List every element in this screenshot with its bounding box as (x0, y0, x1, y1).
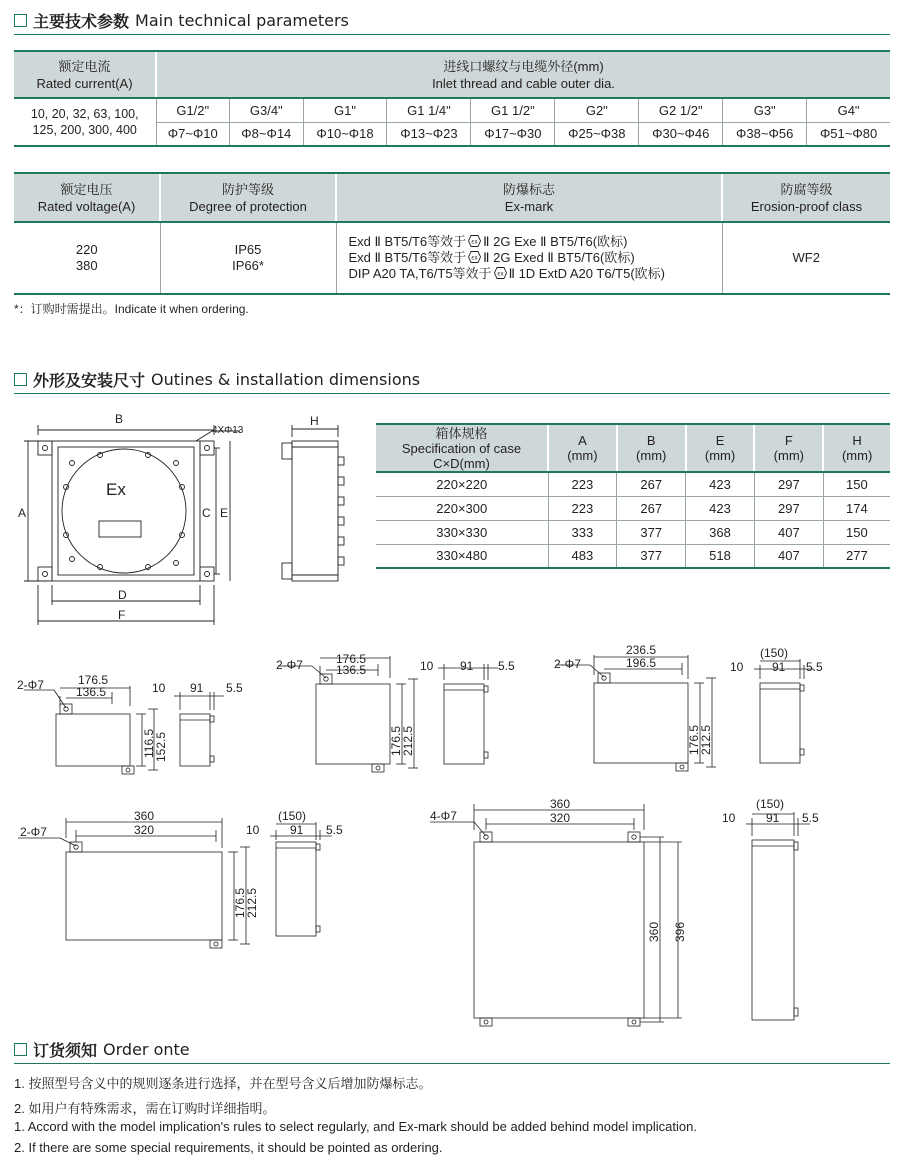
current-values (14, 98, 156, 146)
dim-h1: 176.5 (389, 725, 403, 756)
cell: 267 (617, 496, 686, 520)
ex-hexagon-icon (494, 267, 507, 279)
cell: 330×330 (376, 520, 548, 544)
header-zh: 箱体规格 (435, 425, 488, 441)
cell: 150 (823, 472, 890, 496)
header-col-b (617, 424, 686, 472)
cell: 423 (686, 496, 755, 520)
table-row (376, 520, 890, 544)
ip-value: IP65 (234, 242, 262, 257)
dim-w1: 236.5 (626, 643, 657, 657)
col-letter: H (852, 433, 862, 448)
ex-mark-text: Ⅱ 1D ExtD A20 T6/T5(欧标) (508, 266, 665, 281)
dim-s2: 91 (190, 681, 204, 695)
label-holes: 4XΦ13 (212, 425, 244, 436)
dim-h2: 212.5 (245, 887, 259, 918)
dim-s0: (150) (278, 809, 307, 823)
dim-s1: 10 (722, 811, 736, 825)
ex-mark-text: Exd Ⅱ BT5/T6等效于 (348, 234, 467, 249)
dim-w2: 196.5 (626, 656, 657, 670)
main-outline-drawing (0, 405, 370, 630)
section-outlines (14, 368, 420, 391)
dimension-drawing-4 (14, 802, 374, 957)
rated-current-table (14, 50, 890, 147)
cell: 297 (754, 472, 823, 496)
current-line: 10, 20, 32, 63, 100, (30, 107, 139, 121)
section-title-zh: 订货须知 (33, 1041, 98, 1060)
ex-mark-line (349, 234, 722, 250)
header-en: Inlet thread and cable outer dia. (432, 75, 615, 91)
dim-s3: 5.5 (802, 811, 819, 825)
order-note-2: 2. 如用户有特殊需求，需在订购时详细指明。 (14, 1101, 276, 1116)
cell: 220×300 (376, 496, 548, 520)
dim-s3: 5.5 (498, 659, 515, 673)
dim-w2: 320 (550, 811, 571, 825)
label-b: B (115, 412, 124, 426)
dim-s1: 10 (152, 681, 166, 695)
header-zh: 防腐等级 (780, 181, 833, 197)
dim-h2: 152.5 (154, 731, 168, 762)
thread-cell: G1/2" (156, 98, 230, 122)
thread-cell: G1" (303, 98, 387, 122)
cell: 377 (617, 544, 686, 568)
dim-h2: 396 (673, 921, 687, 942)
checkbox-square-icon (14, 1043, 27, 1056)
dim-s2: 91 (460, 659, 474, 673)
thread-cell: G3/4" (230, 98, 304, 122)
diameter-cell: Φ13~Φ23 (387, 122, 471, 146)
header-col-a (548, 424, 617, 472)
header-ex-mark (336, 173, 722, 222)
col-unit: (mm) (636, 448, 667, 463)
header-en: Erosion-proof class (750, 198, 863, 214)
dimension-drawing-3 (554, 645, 844, 780)
cell: 267 (617, 472, 686, 496)
table-row (376, 544, 890, 568)
diameter-cell: Φ51~Φ80 (807, 122, 890, 146)
col-letter: A (578, 433, 587, 448)
dim-w1: 176.5 (336, 652, 367, 666)
col-letter: F (784, 433, 793, 448)
header-col-f (754, 424, 823, 472)
diameter-cell: Φ17~Φ30 (471, 122, 555, 146)
cell: 518 (686, 544, 755, 568)
section-order (14, 1038, 190, 1061)
dim-s3: 5.5 (226, 681, 243, 695)
header-zh: 防护等级 (221, 181, 274, 197)
diameter-cell: Φ30~Φ46 (639, 122, 723, 146)
diameter-cell: Φ10~Φ18 (303, 122, 387, 146)
ex-label: Ex (106, 480, 126, 499)
holes-label: 2-Φ7 (276, 658, 303, 672)
current-line: 125, 200, 300, 400 (32, 123, 137, 137)
case-dimension-table (376, 423, 890, 569)
cell: 377 (617, 520, 686, 544)
diameter-cell: Φ7~Φ10 (156, 122, 230, 146)
header-protection (160, 173, 336, 222)
cell: 407 (754, 544, 823, 568)
cell: 223 (548, 496, 617, 520)
header-zh: 额定电流 (58, 58, 111, 74)
col-unit: (mm) (773, 448, 804, 463)
dim-s3: 5.5 (806, 660, 823, 674)
header-rated-current (14, 51, 156, 98)
header-zh: 额定电压 (60, 181, 113, 197)
dim-h1: 176.5 (687, 724, 701, 755)
order-note-3: 1. Accord with the model implication's rules to select regularly, and Ex-mark should be added behind model implication. (14, 1119, 697, 1134)
section-title-en: Main technical parameters (135, 11, 349, 30)
header-erosion (722, 173, 890, 222)
order-note-1: 1. 按照型号含义中的规则逐条进行选择，并在型号含义后增加防爆标志。 (14, 1076, 432, 1091)
divider (14, 393, 890, 394)
cell: 330×480 (376, 544, 548, 568)
cell: 483 (548, 544, 617, 568)
dim-h1: 176.5 (233, 887, 247, 918)
header-spec (376, 424, 548, 472)
dim-w2: 320 (134, 823, 155, 837)
ex-mark-line (349, 250, 722, 266)
cell: 423 (686, 472, 755, 496)
dim-s1: 10 (246, 823, 260, 837)
cell: 297 (754, 496, 823, 520)
ex-mark-line (349, 266, 722, 282)
cell: 223 (548, 472, 617, 496)
ex-mark-text: Exd Ⅱ BT5/T6等效于 (348, 250, 467, 265)
dim-h2: 212.5 (401, 725, 415, 756)
dimension-drawing-5 (428, 796, 828, 1036)
cell: 220×220 (376, 472, 548, 496)
col-unit: (mm) (704, 448, 736, 463)
header-inlet-thread (156, 51, 890, 98)
section-title-zh: 主要技术参数 (33, 12, 130, 31)
label-e: E (220, 506, 229, 520)
dim-w1: 176.5 (78, 673, 109, 687)
header-rated-voltage (14, 173, 160, 222)
voltage-cell (14, 222, 160, 294)
label-f: F (118, 608, 126, 622)
section-title-en: Order onte (103, 1040, 190, 1059)
dim-w2: 136.5 (76, 685, 107, 699)
col-letter: E (715, 433, 725, 448)
thread-cell: G2 1/2" (639, 98, 723, 122)
ex-mark-text: Ⅱ 2G Exed Ⅱ BT5/T6(欧标) (483, 250, 635, 265)
ex-hexagon-icon (468, 251, 481, 263)
thread-cell: G4" (807, 98, 890, 122)
cell: 368 (686, 520, 755, 544)
dimension-drawing-2 (276, 652, 536, 782)
header-col-h (823, 424, 890, 472)
thread-cell: G1 1/2" (471, 98, 555, 122)
dim-w2: 136.5 (336, 663, 367, 677)
voltage-value: 220 (75, 242, 98, 257)
col-unit: (mm) (567, 448, 598, 463)
diameter-cell: Φ25~Φ38 (555, 122, 639, 146)
header-en: Rated current(A) (36, 75, 133, 91)
header-en: Specification of case (401, 440, 522, 456)
svg-text:εx: εx (496, 270, 504, 278)
dim-s1: 10 (730, 660, 744, 674)
dim-h1: 360 (647, 921, 661, 942)
diameter-cell: Φ38~Φ56 (723, 122, 807, 146)
dim-w1: 360 (134, 809, 155, 823)
divider (14, 34, 890, 35)
header-en: Ex-mark (504, 198, 554, 214)
header-unit: C×D(mm) (433, 455, 490, 471)
label-a: A (18, 506, 27, 520)
holes-label: 4-Φ7 (430, 809, 457, 823)
table-row (376, 496, 890, 520)
checkbox-square-icon (14, 14, 27, 27)
order-note-4: 2. If there are some special requirements, it should be pointed as ordering. (14, 1140, 443, 1155)
cell: 174 (823, 496, 890, 520)
section-main-params (14, 9, 349, 32)
holes-label: 2-Φ7 (554, 657, 581, 671)
dim-s1: 10 (420, 659, 434, 673)
holes-label: 2-Φ7 (20, 825, 47, 839)
table-row (376, 472, 890, 496)
section-title-en: Outines & installation dimensions (151, 370, 421, 389)
thread-cell: G2" (555, 98, 639, 122)
dim-s2: 91 (766, 811, 780, 825)
dimension-drawing-1 (14, 670, 264, 780)
header-zh: 防爆标志 (502, 181, 555, 197)
col-unit: (mm) (841, 448, 873, 463)
label-d: D (118, 588, 127, 602)
ex-mark-text: DIP A20 TA,T6/T5等效于 (348, 266, 492, 281)
thread-cell: G3" (723, 98, 807, 122)
dim-s0: (150) (756, 797, 785, 811)
thread-cell: G1 1/4" (387, 98, 471, 122)
dim-h2: 212.5 (699, 724, 713, 755)
ratings-table (14, 172, 890, 295)
ip-value: IP66* (232, 258, 264, 273)
divider (14, 1063, 890, 1064)
dim-h1: 116.5 (142, 728, 156, 758)
col-letter: B (646, 433, 656, 448)
dim-s0: (150) (760, 646, 789, 660)
dim-w1: 360 (550, 797, 571, 811)
label-c: C (202, 506, 211, 520)
diameter-cell: Φ8~Φ14 (230, 122, 304, 146)
section-title-zh: 外形及安装尺寸 (33, 371, 146, 390)
dim-s2: 91 (290, 823, 304, 837)
cell: 333 (548, 520, 617, 544)
erosion-cell: WF2 (722, 222, 890, 294)
ex-hexagon-icon (468, 235, 481, 247)
ordering-note: *：订购时需提出。Indicate it when ordering. (14, 302, 249, 316)
label-h: H (310, 414, 319, 428)
checkbox-square-icon (14, 373, 27, 386)
protection-cell (160, 222, 336, 294)
header-col-e (686, 424, 755, 472)
cell: 150 (823, 520, 890, 544)
svg-text:εx: εx (471, 254, 478, 262)
cell: 277 (823, 544, 890, 568)
voltage-value: 380 (75, 258, 98, 273)
header-zh: 进线口螺纹与电缆外径(mm) (443, 58, 604, 74)
header-en: Degree of protection (189, 198, 307, 214)
svg-text:εx: εx (471, 238, 478, 246)
dim-s3: 5.5 (326, 823, 343, 837)
ex-mark-cell (336, 222, 722, 294)
ex-mark-text: Ⅱ 2G Exe Ⅱ BT5/T6(欧标) (483, 234, 628, 249)
dim-s2: 91 (772, 660, 786, 674)
cell: 407 (754, 520, 823, 544)
header-en: Rated voltage(A) (37, 198, 136, 214)
holes-label: 2-Φ7 (17, 678, 44, 692)
